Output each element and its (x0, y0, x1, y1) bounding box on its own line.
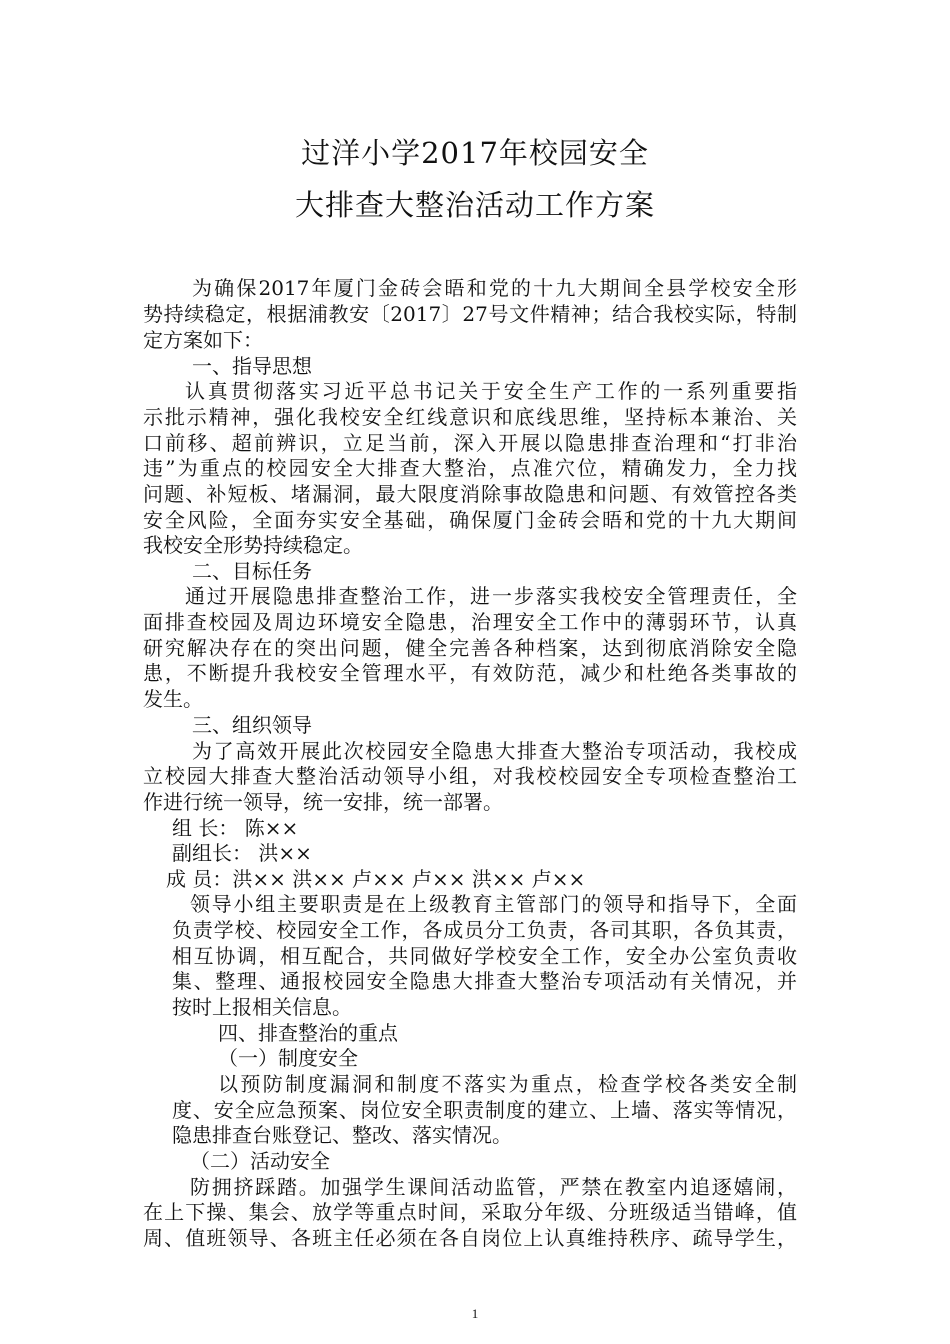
paragraph-line: 发生。 (143, 687, 203, 711)
paragraph-line: 副组长： 洪×× (172, 841, 312, 865)
document-title-line-1: 过洋小学2017年校园安全 (301, 136, 649, 170)
paragraph-line: 防拥挤踩踏。加强学生课间活动监管，严禁在教室内追逐嬉闹， (190, 1175, 797, 1199)
paragraph-line: 周、值班领导、各班主任必须在各自岗位上认真维持秩序、疏导学生， (143, 1226, 797, 1250)
paragraph-line: 定方案如下： (143, 328, 263, 352)
paragraph-line: 领导小组主要职责是在上级教育主管部门的领导和指导下，全面 (190, 892, 797, 916)
paragraph-line: 二、目标任务 (192, 559, 312, 583)
paragraph-line: 违”为重点的校园安全大排查大整治，点准穴位，精确发力，全力找 (143, 456, 797, 480)
paragraph-line: 为确保2017年厦门金砖会晤和党的十九大期间全县学校安全形 (192, 276, 797, 300)
paragraph-line: 隐患排查台账登记、整改、落实情况。 (172, 1123, 512, 1147)
document-title-line-2: 大排查大整治活动工作方案 (294, 188, 655, 222)
paragraph-line: 按时上报相关信息。 (172, 995, 352, 1019)
paragraph-line: 作进行统一领导，统一安排，统一部署。 (143, 790, 503, 814)
paragraph-line: 势持续稳定，根据浦教安〔2017〕27号文件精神；结合我校实际，特制 (143, 302, 797, 326)
paragraph-line: 一、指导思想 (192, 354, 312, 378)
paragraph-line: 以预防制度漏洞和制度不落实为重点，检查学校各类安全制 (218, 1072, 797, 1096)
paragraph-line: 问题、补短板、堵漏洞，最大限度消除事故隐患和问题、有效管控各类 (143, 482, 797, 506)
paragraph-line: （二）活动安全 (190, 1149, 330, 1173)
paragraph-line: 研究解决存在的突出问题，健全完善各种档案，达到彻底消除安全隐 (143, 636, 797, 660)
paragraph-line: 在上下操、集会、放学等重点时间，采取分年级、分班级适当错峰，值 (143, 1200, 797, 1224)
paragraph-line: 度、安全应急预案、岗位安全职责制度的建立、上墙、落实等情况， (172, 1098, 797, 1122)
paragraph-line: 口前移、超前辨识，立足当前，深入开展以隐患排查治理和“打非治 (143, 431, 797, 455)
paragraph-line: 负责学校、校园安全工作，各成员分工负责，各司其职，各负其责， (172, 918, 797, 942)
paragraph-line: 安全风险，全面夯实安全基础，确保厦门金砖会晤和党的十九大期间 (143, 508, 797, 532)
paragraph-line: 成 员：洪×× 洪×× 卢×× 卢×× 洪×× 卢×× (166, 867, 586, 891)
paragraph-line: （一）制度安全 (218, 1046, 358, 1070)
paragraph-line: 我校安全形势持续稳定。 (143, 533, 363, 557)
paragraph-line: 面排查校园及周边环境安全隐患，治理安全工作中的薄弱环节，认真 (143, 610, 797, 634)
paragraph-line: 患，不断提升我校安全管理水平，有效防范，减少和杜绝各类事故的 (143, 661, 797, 685)
paragraph-line: 认真贯彻落实习近平总书记关于安全生产工作的一系列重要指 (185, 379, 797, 403)
paragraph-line: 四、排查整治的重点 (218, 1021, 398, 1045)
paragraph-line: 相互协调，相互配合，共同做好学校安全工作，安全办公室负责收 (172, 944, 797, 968)
paragraph-line: 为了高效开展此次校园安全隐患大排查大整治专项活动，我校成 (192, 739, 797, 763)
paragraph-line: 通过开展隐患排查整治工作，进一步落实我校安全管理责任，全 (185, 584, 797, 608)
paragraph-line: 三、组织领导 (192, 713, 312, 737)
paragraph-line: 集、整理、通报校园安全隐患大排查大整治专项活动有关情况，并 (172, 969, 797, 993)
paragraph-line: 组 长： 陈×× (172, 816, 299, 840)
paragraph-line: 示批示精神，强化我校安全红线意识和底线思维，坚持标本兼治、关 (143, 405, 797, 429)
page-number: 1 (471, 1306, 479, 1321)
paragraph-line: 立校园大排查大整治活动领导小组，对我校校园安全专项检查整治工 (143, 764, 797, 788)
